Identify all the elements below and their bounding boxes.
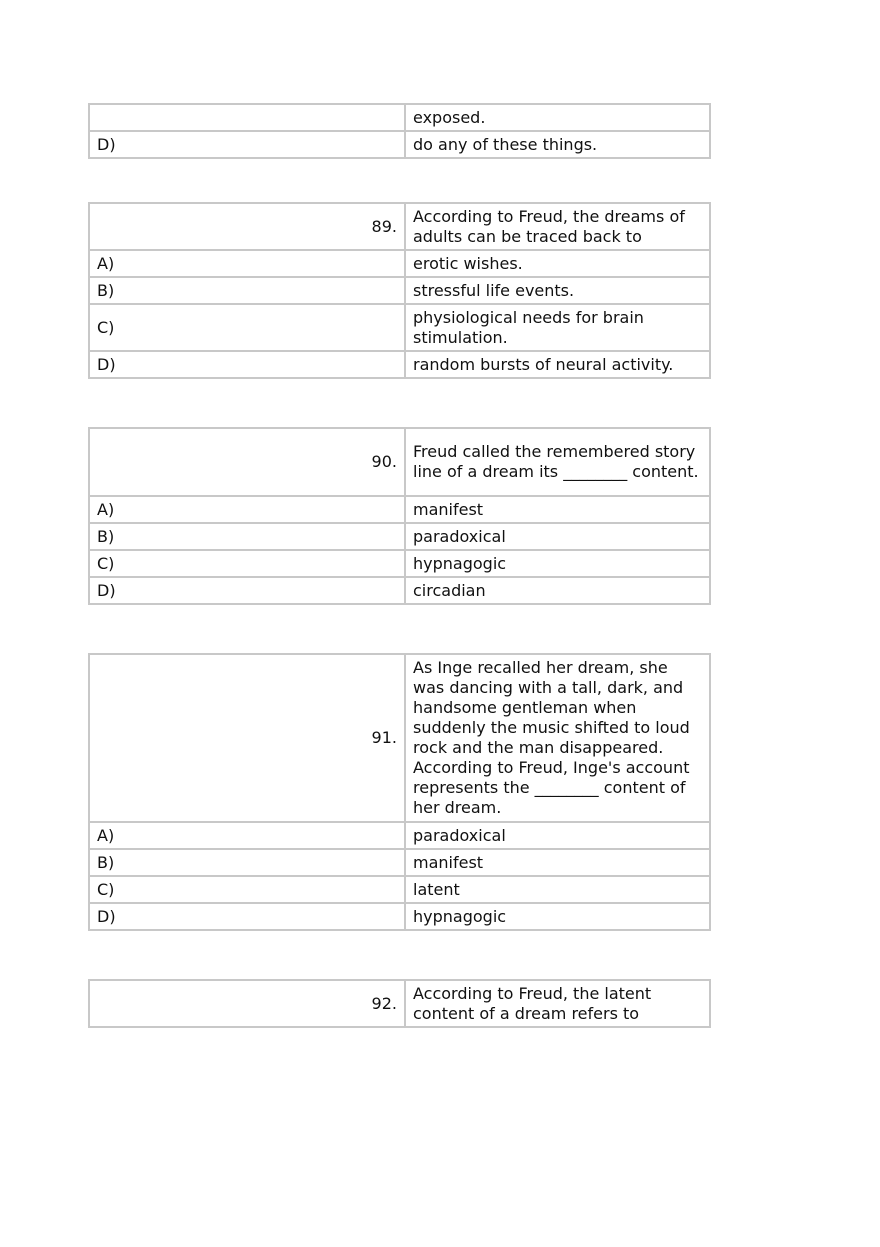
option-text: hypnagogic (405, 550, 710, 577)
option-text: do any of these things. (405, 131, 710, 158)
option-letter: A) (89, 496, 405, 523)
question-89-table (88, 202, 711, 379)
question-number: 91. (89, 654, 405, 822)
option-text: random bursts of neural activity. (405, 351, 710, 378)
question-row (89, 428, 710, 496)
question-prompt: Freud called the remembered story line of a dream its ________ content. (405, 428, 710, 496)
option-text: erotic wishes. (405, 250, 710, 277)
question-row (89, 980, 710, 1027)
option-letter: A) (89, 250, 405, 277)
answer-row (89, 876, 710, 903)
option-text: paradoxical (405, 523, 710, 550)
answer-row (89, 496, 710, 523)
option-text: circadian (405, 577, 710, 604)
option-letter: B) (89, 523, 405, 550)
question-91-table (88, 653, 711, 931)
option-text: hypnagogic (405, 903, 710, 930)
answer-row (89, 351, 710, 378)
answer-row (89, 903, 710, 930)
answer-row (89, 822, 710, 849)
question-number: 89. (89, 203, 405, 250)
answer-row (89, 277, 710, 304)
answer-row (89, 849, 710, 876)
option-letter: D) (89, 903, 405, 930)
option-letter: C) (89, 876, 405, 903)
option-text: manifest (405, 849, 710, 876)
question-92-table (88, 979, 711, 1028)
option-letter: D) (89, 351, 405, 378)
question-row (89, 654, 710, 822)
option-letter: C) (89, 304, 405, 351)
question-88-fragment-table (88, 103, 711, 159)
option-letter: B) (89, 849, 405, 876)
question-90-table (88, 427, 711, 605)
question-prompt: As Inge recalled her dream, she was dancing with a tall, dark, and handsome gentleman when suddenly the music shifted to loud rock and the man disappeared. According to Freud, Inge's account represents the ________ content of her dream. (405, 654, 710, 822)
answer-row (89, 104, 710, 131)
option-letter: D) (89, 131, 405, 158)
option-letter (89, 104, 405, 131)
question-number: 92. (89, 980, 405, 1027)
option-letter: B) (89, 277, 405, 304)
option-text: stressful life events. (405, 277, 710, 304)
option-text: physiological needs for brain stimulation. (405, 304, 710, 351)
question-number: 90. (89, 428, 405, 496)
answer-row (89, 250, 710, 277)
question-prompt: According to Freud, the dreams of adults can be traced back to (405, 203, 710, 250)
option-text: latent (405, 876, 710, 903)
option-text: exposed. (405, 104, 710, 131)
option-letter: A) (89, 822, 405, 849)
question-row (89, 203, 710, 250)
option-text: manifest (405, 496, 710, 523)
answer-row (89, 304, 710, 351)
question-prompt: According to Freud, the latent content of a dream refers to (405, 980, 710, 1027)
option-letter: C) (89, 550, 405, 577)
answer-row (89, 131, 710, 158)
option-text: paradoxical (405, 822, 710, 849)
option-letter: D) (89, 577, 405, 604)
answer-row (89, 550, 710, 577)
answer-row (89, 523, 710, 550)
answer-row (89, 577, 710, 604)
